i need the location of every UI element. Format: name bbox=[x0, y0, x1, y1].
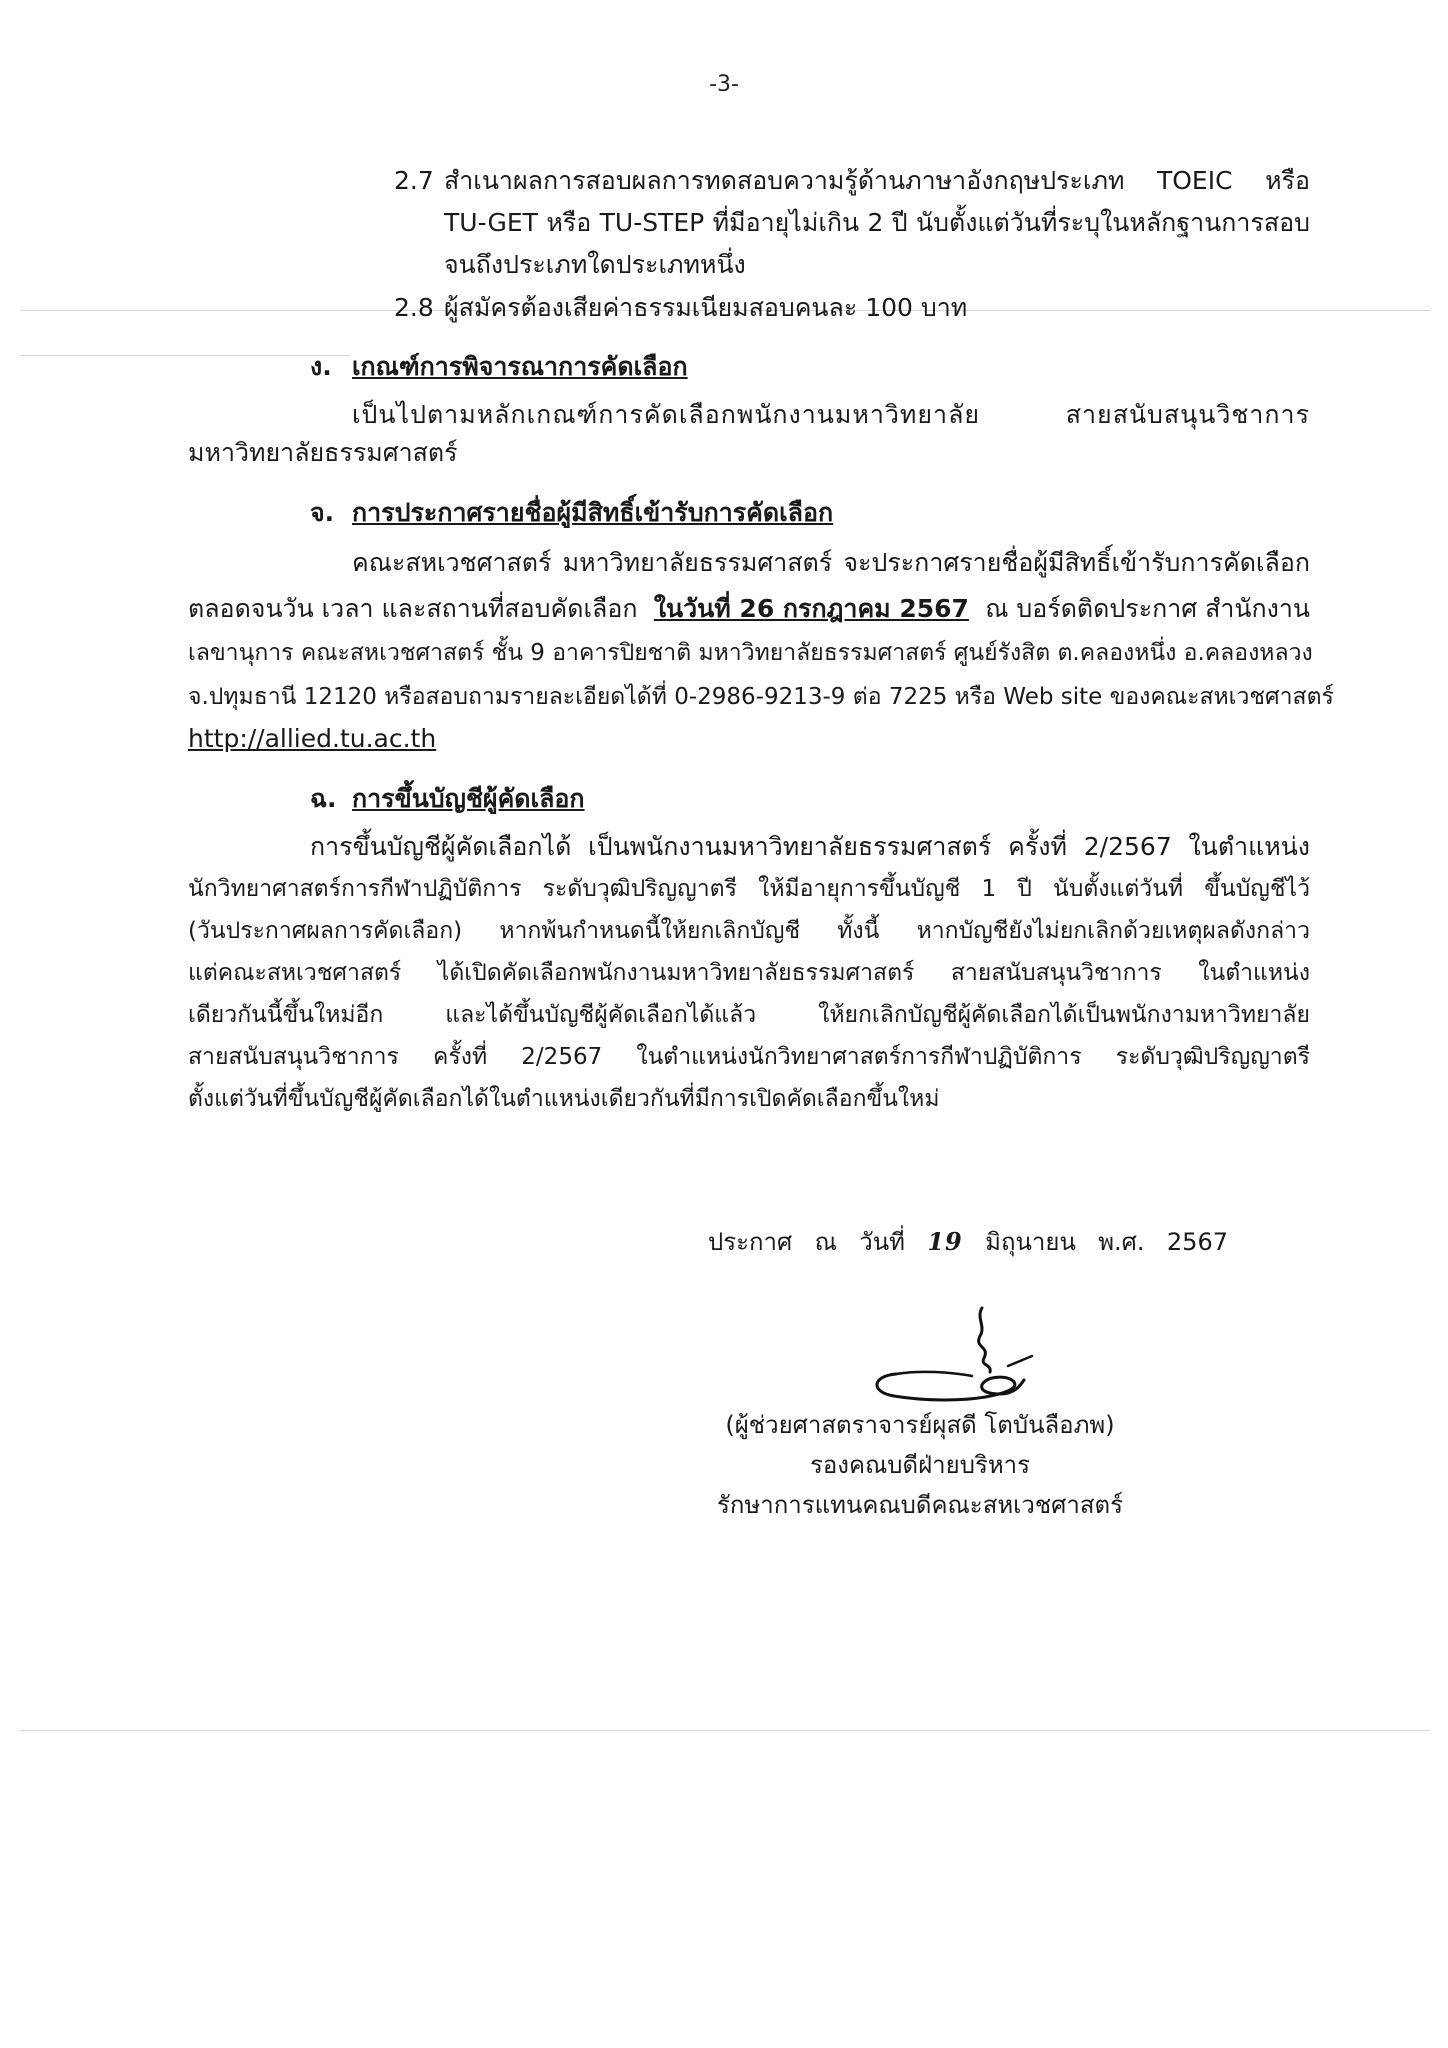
section-jor-line-1: คณะสหเวชศาสตร์ มหาวิทยาลัยธรรมศาสตร์ จะประกาศรายชื่อผู้มีสิทธิ์เข้ารับการคัดเลือก bbox=[352, 548, 1310, 577]
announcement-day-label: วันที่ bbox=[859, 1228, 905, 1256]
section-jor-heading: การประกาศรายชื่อผู้มีสิทธิ์เข้ารับการคัดเลือก bbox=[352, 498, 834, 527]
section-chor-letter: ฉ. bbox=[310, 784, 337, 813]
item-number-2-8: 2.8 bbox=[394, 293, 434, 322]
section-jor-line-2-end: ณ บอร์ดติดประกาศ สำนักงาน bbox=[985, 594, 1310, 623]
item-2-7-line-3: จนถึงประเภทใดประเภทหนึ่ง bbox=[444, 250, 746, 279]
signatory-title-2: รักษาการแทนคณบดีคณะสหเวชศาสตร์ bbox=[717, 1491, 1123, 1519]
section-ng-line-2: มหาวิทยาลัยธรรมศาสตร์ bbox=[188, 438, 458, 467]
signatory-title-1: รองคณบดีฝ่ายบริหาร bbox=[809, 1451, 1031, 1479]
section-chor-line-6: สายสนับสนุนวิชาการ ครั้งที่ 2/2567 ในตำแหน่งนักวิทยาศาสตร์การกีฬาปฏิบัติการ ระดับวุฒิปริญญาตรี bbox=[188, 1044, 1310, 1070]
website-link[interactable]: http://allied.tu.ac.th bbox=[188, 724, 437, 753]
section-jor-line-2-start: ตลอดจนวัน เวลา และสถานที่สอบคัดเลือก bbox=[188, 594, 638, 623]
section-ng-heading: เกณฑ์การพิจารณาการคัดเลือก bbox=[352, 352, 688, 381]
item-2-8-text: ผู้สมัครต้องเสียค่าธรรมเนียมสอบคนละ 100 บาท bbox=[444, 293, 968, 322]
scan-divider-bottom bbox=[20, 1730, 1430, 1731]
section-jor-line-4: จ.ปทุมธานี 12120 หรือสอบถามรายละเอียดได้ที่ 0-2986-9213-9 ต่อ 7225 หรือ Web site ของคณะสหเวชศาสตร์ bbox=[188, 684, 1334, 710]
section-chor-line-2: นักวิทยาศาสตร์การกีฬาปฏิบัติการ ระดับวุฒิปริญญาตรี ให้มีอายุการขึ้นบัญชี 1 ปี นับตั้งแต่วันที่ ขึ้นบัญชีไว้ bbox=[188, 876, 1310, 902]
section-chor-line-5: เดียวกันนี้ขึ้นใหม่อีก และได้ขึ้นบัญชีผู้คัดเลือกได้แล้ว ให้ยกเลิกบัญชีผู้คัดเลือกได้เป็นพนักงามหาวิทยาลัย bbox=[188, 1002, 1310, 1028]
announcement-prefix: ประกาศ bbox=[708, 1228, 793, 1256]
section-chor-heading: การขึ้นบัญชีผู้คัดเลือก bbox=[352, 784, 585, 813]
section-chor-line-1: การขึ้นบัญชีผู้คัดเลือกได้ เป็นพนักงานมหาวิทยาลัยธรรมศาสตร์ ครั้งที่ 2/2567 ในตำแหน่ง bbox=[310, 832, 1310, 861]
item-2-7-line-1: สำเนาผลการสอบผลการทดสอบความรู้ด้านภาษาอังกฤษประเภท TOEIC หรือ bbox=[444, 166, 1310, 195]
scan-divider-upper bbox=[20, 355, 350, 356]
section-chor-line-3: (วันประกาศผลการคัดเลือก) หากพ้นกำหนดนี้ให้ยกเลิกบัญชี ทั้งนี้ หากบัญชียังไม่ยกเลิกด้วยเหตุผลดังกล่าว bbox=[188, 918, 1310, 944]
announcement-month: มิถุนายน bbox=[985, 1228, 1076, 1256]
announcement-day: 19 bbox=[927, 1227, 963, 1256]
section-chor-line-7: ตั้งแต่วันที่ขึ้นบัญชีผู้คัดเลือกได้ในตำแหน่งเดียวกันที่มีการเปิดคัดเลือกขึ้นใหม่ bbox=[188, 1086, 940, 1112]
announcement-line bbox=[708, 1224, 1228, 1260]
announcement-date: ในวันที่ 26 กรกฎาคม 2567 bbox=[653, 594, 969, 623]
section-jor-line-2 bbox=[188, 592, 1310, 626]
announcement-era: พ.ศ. bbox=[1098, 1228, 1145, 1256]
section-ng-letter: ง. bbox=[310, 352, 332, 381]
section-jor-letter: จ. bbox=[310, 498, 335, 527]
page-number: -3- bbox=[709, 72, 739, 97]
item-2-7-line-2: TU-GET หรือ TU-STEP ที่มีอายุไม่เกิน 2 ปี นับตั้งแต่วันที่ระบุในหลักฐานการสอบ bbox=[444, 208, 1310, 237]
signatory-name: (ผู้ช่วยศาสตราจารย์ผุสดี โตบันลือภพ) bbox=[725, 1411, 1115, 1439]
handwritten-signature bbox=[860, 1296, 1040, 1414]
announcement-na: ณ bbox=[814, 1228, 837, 1256]
announcement-year: 2567 bbox=[1166, 1228, 1228, 1256]
item-number-2-7: 2.7 bbox=[394, 166, 434, 195]
section-chor-line-4: แต่คณะสหเวชศาสตร์ ได้เปิดคัดเลือกพนักงานมหาวิทยาลัยธรรมศาสตร์ สายสนับสนุนวิชาการ ในตำแหน่ง bbox=[188, 960, 1310, 986]
section-ng-line-1: เป็นไปตามหลักเกณฑ์การคัดเลือกพนักงานมหาวิทยาลัย สายสนับสนุนวิชาการ bbox=[352, 400, 1310, 429]
section-jor-line-3: เลขานุการ คณะสหเวชศาสตร์ ชั้น 9 อาคารปิยชาติ มหาวิทยาลัยธรรมศาสตร์ ศูนย์รังสิต ต.คลองหนึ่ง อ.คลองหลวง bbox=[188, 640, 1313, 666]
